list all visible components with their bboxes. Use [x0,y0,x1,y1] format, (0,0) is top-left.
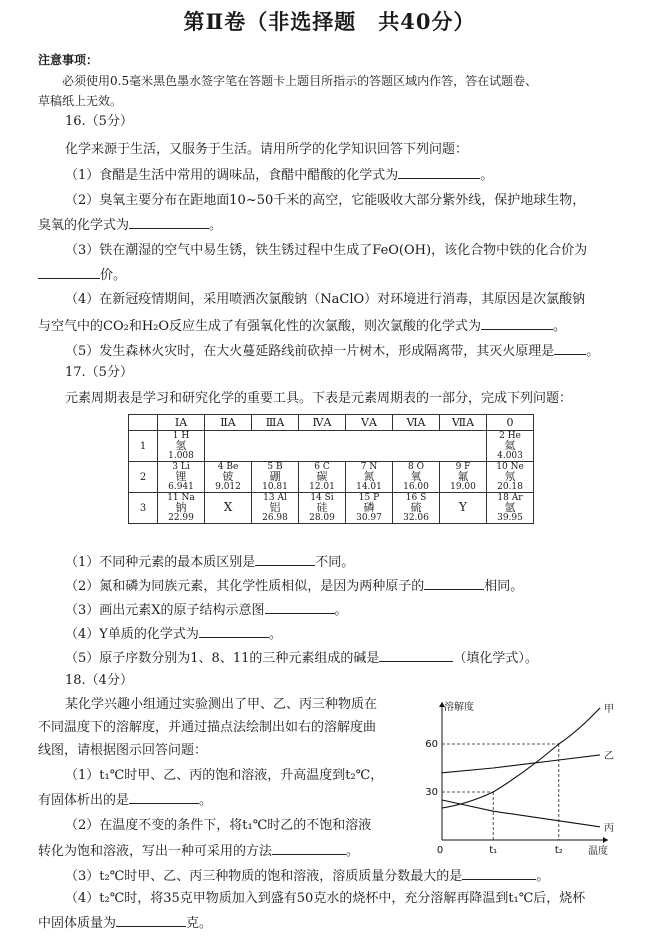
q18-sub3: （3）t₂℃时甲、乙、丙三种物质的饱和溶液，溶质质量分数最大的是 。 [65,869,550,884]
atomic-number: 14 [310,493,322,503]
atomic-mass: 39.95 [497,513,523,523]
q16-sub2b: 臭氧的化学式为 。 [38,218,223,233]
atomic-number: 13 [263,493,275,503]
element-symbol: Na [181,493,195,503]
group-header: 0 [487,415,534,431]
q17-intro: 元素周期表是学习和研究化学的重要工具。下表是元素周期表的一部分，完成下列问题： [65,391,573,406]
q18-sub4b: 中固体质量为 克。 [38,916,213,931]
period-header: 3 [129,493,158,524]
q16-intro: 化学来源于生活，又服务于生活。请用所学的化学知识回答下列问题： [65,142,469,157]
element-cell [299,462,346,493]
element-cell [440,493,487,524]
answer-blank[interactable] [255,553,315,566]
notice-line-1: 必须使用0.5毫米黑色墨水签字笔在答题卡上题目所指示的答题区域内作答，答在试题卷、 [62,74,538,88]
element-name: 氖 [504,470,516,483]
q18-intro-1: 某化学兴趣小组通过实验测出了甲、乙、丙三种物质在 [65,697,378,712]
series-line-2 [442,800,600,827]
q18-intro-2: 不同温度下的溶解度，并通过描点法绘制出如右的溶解度曲 [38,720,377,735]
atomic-mass: 12.01 [309,482,335,492]
element-cell [205,462,252,493]
answer-blank[interactable] [462,867,536,880]
element-symbol: S [420,493,427,503]
period-header: 2 [129,462,158,493]
group-header: ⅣA [299,415,346,431]
element-cell [487,462,534,493]
atomic-mass: 10.81 [262,482,288,492]
q16-sub5: （5）发生森林火灾时，在大火蔓延路线前砍掉一片树木，形成隔离带，其灭火原理是 。 [65,344,600,359]
x-tick-label: t₂ [554,845,563,856]
atomic-number: 4 [217,462,224,472]
q18-sub2a: （2）在温度不变的条件下，将t₁℃时乙的不饱和溶液 [65,818,372,833]
element-cell [205,493,252,524]
periodic-table [128,414,534,524]
element-name: 氩 [504,501,516,514]
element-cell [158,493,205,524]
element-symbol: F [464,462,471,472]
q18-sub4a: （4）t₂℃时，将35克甲物质加入到盛有50克水的烧杯中，充分溶解再降温到t₁℃后，烧杯 [65,891,586,906]
q17-sub4: （4）Y单质的化学式为 。 [65,627,282,642]
group-header: ⅤA [346,415,393,431]
element-cell [393,493,440,524]
element-symbol: Si [324,493,334,503]
atomic-number: 5 [267,462,274,472]
atomic-mass: 14.01 [356,482,382,492]
atomic-mass: 30.97 [356,513,382,523]
period-header: 1 [129,431,158,462]
series-label: 甲 [604,703,614,715]
notice-line-2: 草稿纸上无效。 [38,94,123,108]
empty-cell [205,431,487,462]
element-name: 氟 [457,470,469,483]
q16-number: 16.（5分） [65,114,133,129]
y-tick-label: 30 [425,787,438,798]
element-name: 硫 [410,501,422,514]
group-header: ⅢA [252,415,299,431]
x-axis-arrow [603,837,608,843]
element-symbol: C [322,462,330,472]
atomic-number: 6 [314,462,320,472]
answer-blank[interactable] [379,649,453,662]
q17-sub3: （3）画出元素X的原子结构示意图 。 [65,603,348,618]
q17-sub2: （2）氮和磷为同族元素，其化学性质相似，是因为两种原子的 相同。 [65,579,524,594]
series-line-1 [442,755,600,773]
element-cell [158,462,205,493]
y-axis-label: 溶解度 [444,702,474,713]
element-cell [487,493,534,524]
q18-number: 18.（4分） [65,673,133,688]
element-name: 钠 [175,501,187,514]
atomic-mass: 19.00 [450,482,476,492]
element-symbol: Ar [511,493,523,503]
x-axis-label: 温度 [588,846,608,857]
answer-blank[interactable] [481,317,553,330]
answer-blank[interactable] [272,842,346,855]
element-name: 硅 [316,501,328,514]
y-tick-label: 60 [425,739,438,750]
element-symbol: N [369,462,378,472]
chart-axes [439,702,608,843]
element-cell [393,462,440,493]
answer-blank[interactable] [38,266,100,279]
q16-sub4b: 与空气中的CO₂和H₂O反应生成了有强氧化性的次氯酸，则次氯酸的化学式为 。 [38,319,567,334]
atomic-number: 7 [360,462,367,472]
element-name: 磷 [363,501,375,514]
chart-series [442,708,600,827]
atomic-number: 1 [172,431,179,441]
element-cell [346,493,393,524]
atomic-number: 18 [497,493,509,503]
element-cell [158,431,205,462]
series-label: 乙 [604,750,614,762]
element-name: 锂 [175,470,187,483]
element-placeholder: X [223,500,233,514]
atomic-mass: 32.06 [403,513,429,523]
element-name: 氢 [175,439,187,452]
element-cell [299,493,346,524]
element-symbol: He [507,431,521,441]
notice-heading: 注意事项： [38,53,99,67]
atomic-mass: 28.09 [309,513,335,523]
atomic-mass: 26.98 [262,513,288,523]
element-symbol: O [416,462,424,472]
atomic-number: 10 [496,462,508,472]
atomic-number: 3 [172,462,178,472]
element-symbol: H [181,431,190,441]
answer-blank[interactable] [129,791,199,804]
element-cell [440,462,487,493]
group-header: ⅡA [205,415,252,431]
atomic-number: 9 [455,462,462,472]
element-name: 氦 [504,439,516,452]
page-title: 第Ⅱ卷（非选择题 共40分） [183,9,476,34]
x-tick-label: t₁ [489,845,498,856]
chart-labels [425,700,614,857]
answer-blank[interactable] [554,342,586,355]
q16-sub4a: （4）在新冠疫情期间，采用喷洒次氯酸钠（NaClO）对环境进行消毒，其原因是次氯酸钠 [65,292,586,307]
atomic-number: 11 [167,493,179,503]
q18-intro-3: 线图，请根据图示回答问题： [38,743,208,758]
group-header: ⅦA [440,415,487,431]
q16-sub3a: （3）铁在潮湿的空气中易生锈，铁生锈过程中生成了FeO(OH)，该化合物中铁的化合价为 [65,243,588,258]
x-tick-label: 0 [436,845,444,856]
element-cell [252,462,299,493]
element-name: 氮 [363,470,375,483]
atomic-mass: 1.008 [168,451,194,461]
element-name: 氧 [410,470,422,483]
atomic-mass: 4.003 [497,451,523,461]
element-name: 硼 [269,470,281,483]
answer-blank[interactable] [129,216,209,229]
atomic-mass: 9.012 [215,482,241,492]
element-symbol: Be [226,462,239,472]
atomic-mass: 6.941 [168,482,194,492]
element-name: 铍 [222,470,234,483]
answer-blank[interactable] [424,577,484,590]
series-label: 丙 [604,822,614,834]
element-name: 碳 [316,470,328,483]
q16-sub1: （1）食醋是生活中常用的调味品，食醋中醋酸的化学式为 。 [65,168,494,183]
element-symbol: B [275,462,283,472]
element-symbol: Ne [510,462,524,472]
q18-sub1b: 有固体析出的是 。 [38,793,213,808]
q17-sub1: （1）不同种元素的最本质区别是 不同。 [65,555,355,570]
element-placeholder: Y [459,500,467,514]
answer-blank[interactable] [116,914,186,927]
atomic-number: 16 [405,493,418,503]
element-cell [487,431,534,462]
answer-blank[interactable] [265,601,335,614]
q17-sub5: （5）原子序数分别为1、8、11的三种元素组成的碱是 （填化学式）。 [65,651,538,666]
atomic-mass: 20.18 [497,482,523,492]
group-header: ⅠA [158,415,205,431]
element-symbol: Li [180,462,190,472]
element-name: 铝 [269,501,281,514]
answer-blank[interactable] [398,166,480,179]
group-header: ⅥA [393,415,440,431]
element-symbol: Al [277,493,287,503]
table-corner [129,415,158,431]
atomic-number: 15 [358,493,371,503]
atomic-number: 8 [408,462,414,472]
q16-sub2a: （2）臭氧主要分布在距地面10~50千米的高空，它能吸收大部分紫外线，保护地球生物， [65,193,586,208]
atomic-mass: 22.99 [168,513,194,523]
q18-sub2b: 转化为饱和溶液，写出一种可采用的方法 。 [38,844,360,859]
q16-sub3b: 价。 [38,266,126,284]
answer-blank[interactable] [199,625,269,638]
element-symbol: P [373,493,380,503]
atomic-mass: 16.00 [403,482,429,492]
atomic-number: 2 [499,431,505,441]
q17-number: 17.（5分） [65,365,133,380]
element-cell [252,493,299,524]
q18-sub1a: （1）t₁℃时甲、乙、丙的饱和溶液，升高温度到t₂℃， [65,768,384,783]
element-cell [346,462,393,493]
solubility-chart [412,698,622,868]
